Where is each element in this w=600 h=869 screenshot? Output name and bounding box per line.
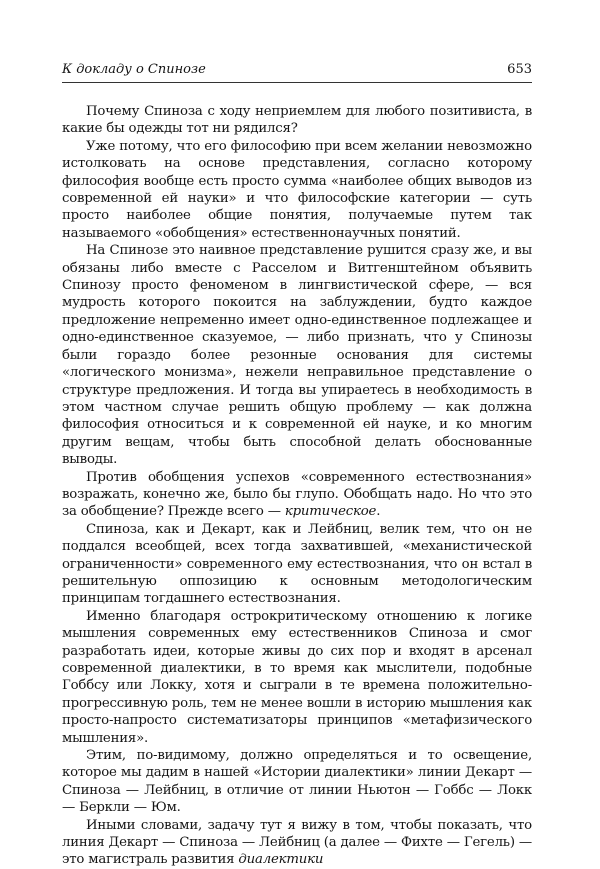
paragraph-text: Против обобщения успехов «современного естествознания» возражать, конечно же, было бы глупо. Обобщать надо. Но что это за обобщение? Прежде всего — — [62, 469, 532, 520]
paragraph — [62, 469, 532, 521]
page-body — [62, 103, 532, 869]
book-page — [62, 62, 532, 869]
paragraph-text: Спиноза, как и Декарт, как и Лейбниц, велик тем, что он не поддался всеобщей, всех тогда захватившей, «механистической ограниченности» современного ему естествознания, что он встал в решительную оппозицию к основным методологическим принципам тогдашнего естествознания. — [62, 521, 532, 607]
paragraph-text: Этим, по-видимому, должно определяться и то освещение, которое мы дадим в нашей «Истории диалектики» линии Декарт — Спиноза — Лейбниц, в отличие от линии Ньютон — Гоббс — Локк — Беркли — Юм. — [62, 748, 532, 816]
emphasis-text: критическое — [284, 504, 377, 520]
paragraph — [62, 747, 532, 817]
paragraph-text: Уже потому, что его философию при всем желании невозможно истолковать на основе представления, согласно которому философия вообще есть просто сумма «наиболее общих выводов из современной ей науки» и что философские категории — суть просто наиболее общие понятия, получаемые путем так называемого «обобщения» естественнонаучных понятий. — [62, 138, 532, 241]
paragraph — [62, 608, 532, 747]
paragraph-tail: . — [376, 504, 381, 520]
paragraph-text: Почему Спиноза с ходу неприемлем для любого позитивиста, в какие бы одежды тот ни рядился? — [62, 104, 532, 137]
running-header — [62, 62, 532, 83]
paragraph — [62, 242, 532, 468]
paragraph-text: На Спинозе это наивное представление рушится сразу же, и вы обязаны либо вместе с Расселом и Витгенштейном объявить Спинозу просто феноменом в лингвистической сфере, — вся мудрость которого покоится на заблуждении, будто каждое предложение непременно имеет одно-единственное подлежащее и одно-единственное сказуемое, — либо признать, что у Спинозы были гораздо более резонные основания для системы «логического монизма», нежели неправильное представление о структуре предложения. И тогда вы упираетесь в необходимость в этом частном случае решить общую проблему — как должна философия относиться и к современной ей науке, и ко многим другим вещам, чтобы быть способной делать обоснованные выводы. — [62, 243, 532, 468]
paragraph-text: Именно благодаря острокритическому отношению к логике мышления современных ему естественников Спиноза и смог разработать идеи, которые живы до сих пор и входят в арсенал современной диалектики, в то время как мыслители, подобные Гоббсу или Локку, хотя и сыграли в те времена положительно-прогрессивную роль, тем не менее вошли в историю мышления как просто-напросто систематизаторы принципов «метафизического мышления». — [62, 608, 532, 746]
paragraph — [62, 817, 532, 869]
paragraph — [62, 138, 532, 242]
running-title: К докладу о Спинозе — [62, 62, 206, 77]
paragraph — [62, 103, 532, 138]
emphasis-text: диалектики — [238, 852, 324, 868]
page-number: 653 — [507, 62, 532, 77]
paragraph — [62, 521, 532, 608]
paragraph-text: Иными словами, задачу тут я вижу в том, чтобы показать, что линия Декарт — Спиноза — Лейбниц (а далее — Фихте — Гегель) — это магистраль развития — [62, 817, 532, 868]
